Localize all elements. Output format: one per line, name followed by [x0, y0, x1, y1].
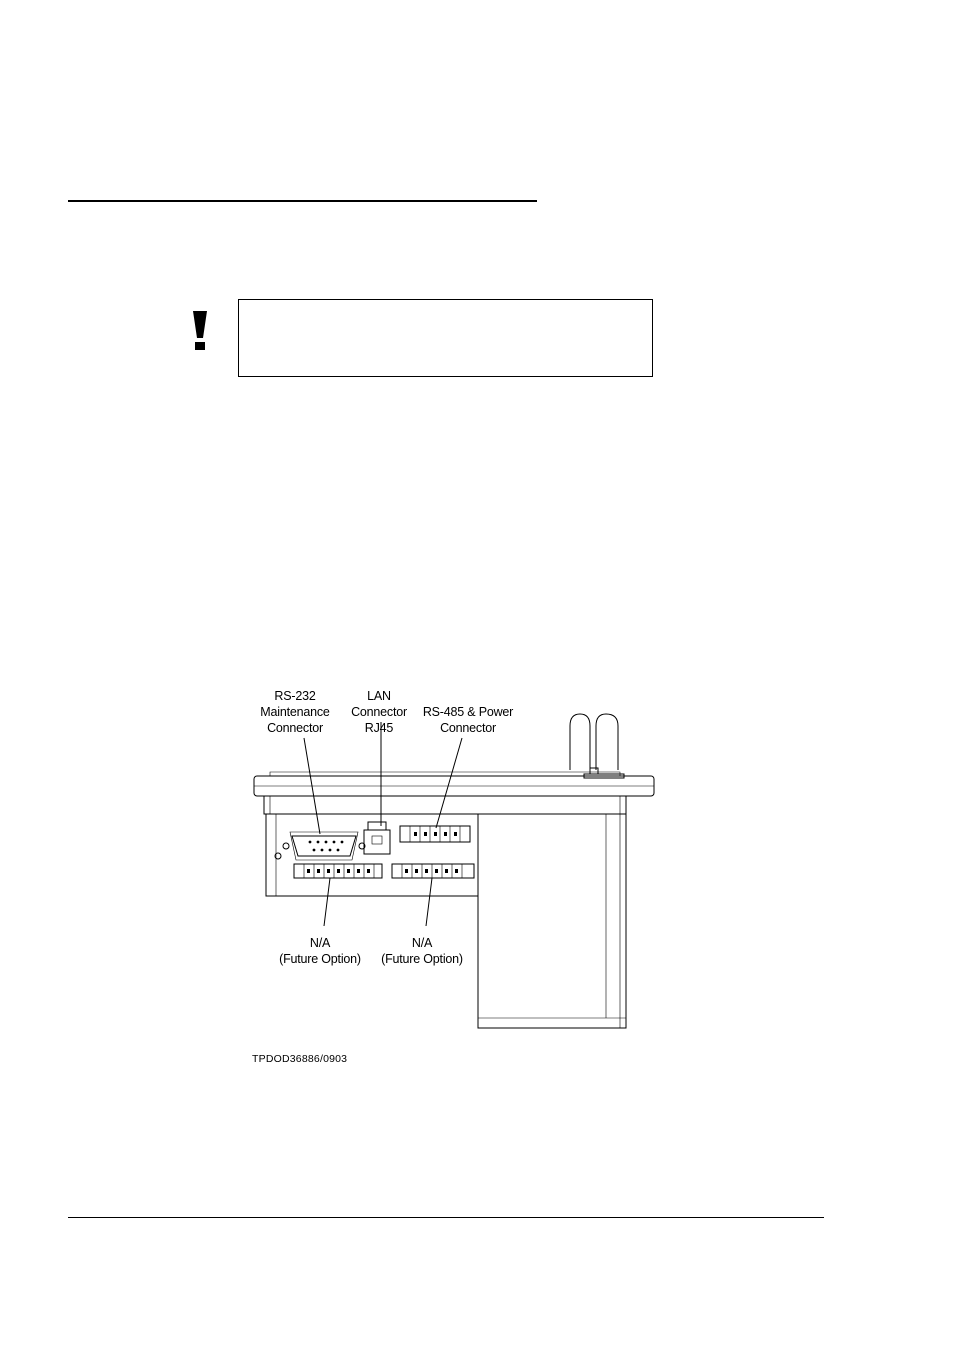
note-box — [238, 299, 653, 377]
device-drawing — [240, 688, 660, 1033]
callout-na-left: N/A (Future Option) — [279, 936, 361, 966]
footer-rule — [68, 1217, 824, 1218]
callout-rs232: RS-232 Maintenance Connector — [260, 689, 330, 735]
callout-rs485: RS-485 & Power Connector — [422, 705, 514, 735]
callout-na-right: N/A (Future Option) — [381, 936, 463, 966]
callout-lan: LAN Connector RJ45 — [351, 689, 407, 735]
section-heading-rule — [68, 200, 537, 202]
figure-code: TPDOD36886/0903 — [252, 1053, 348, 1065]
exclamation-icon — [190, 311, 210, 351]
connector-diagram — [240, 688, 660, 1033]
